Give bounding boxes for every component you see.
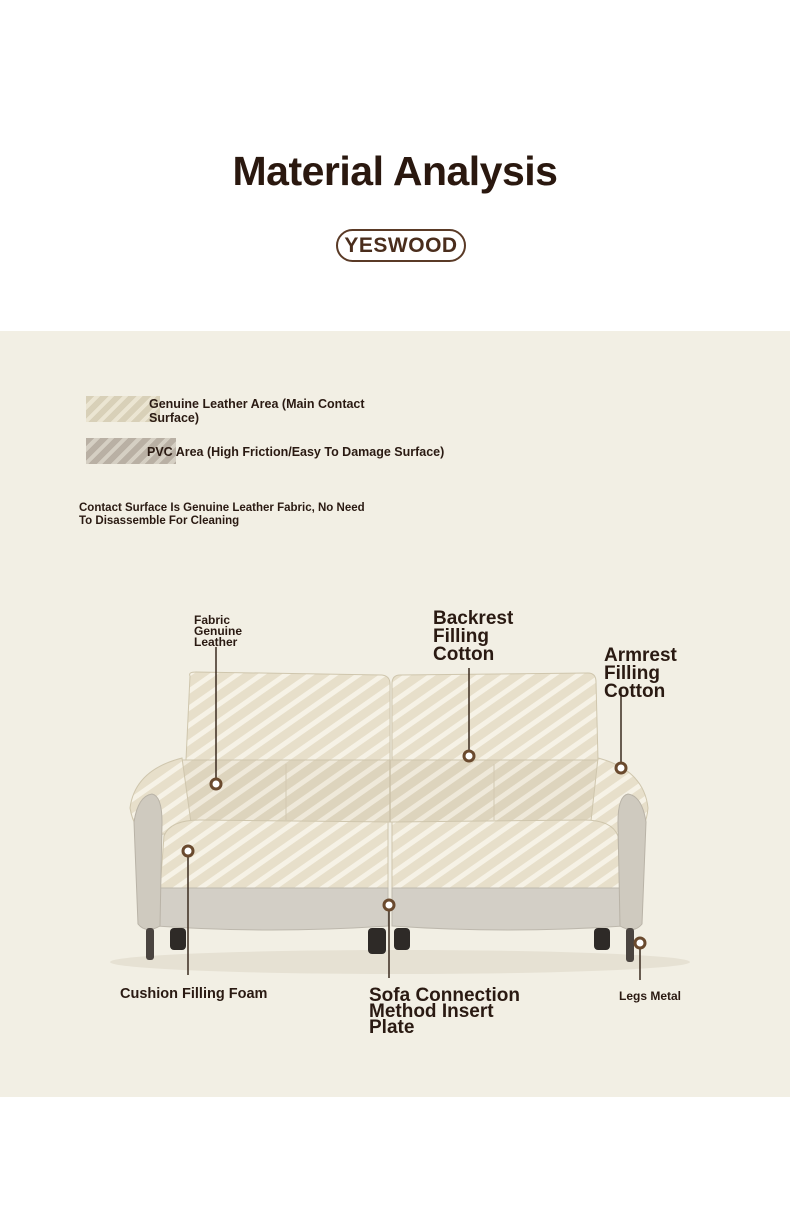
page-title: Material Analysis — [232, 148, 558, 194]
callout-cushion: Cushion Filling Foam — [120, 986, 268, 1002]
callout-armrest: Armrest Filling Cotton — [604, 645, 677, 702]
marker-armrest — [616, 763, 626, 773]
marker-cushion — [183, 846, 193, 856]
marker-fabric — [211, 779, 221, 789]
callout-connection: Sofa Connection Method Insert Plate — [369, 985, 520, 1038]
cleaning-note: Contact Surface Is Genuine Leather Fabric, No Need To Disassemble For Cleaning — [79, 502, 365, 527]
marker-backrest — [464, 751, 474, 761]
legend-label-leather: Genuine Leather Area (Main Contact Surface) — [149, 397, 365, 425]
legend-label-pvc: PVC Area (High Friction/Easy To Damage Surface) — [147, 445, 445, 459]
marker-connection — [384, 900, 394, 910]
brand-logo: YESWOOD — [336, 229, 466, 262]
leg-left — [146, 928, 154, 960]
leg-right — [626, 928, 634, 962]
callout-legs: Legs Metal — [619, 989, 682, 1003]
marker-legs — [635, 938, 645, 948]
callout-fabric: Fabric Genuine Leather — [194, 613, 243, 649]
callout-backrest: Backrest Filling Cotton — [433, 608, 514, 665]
